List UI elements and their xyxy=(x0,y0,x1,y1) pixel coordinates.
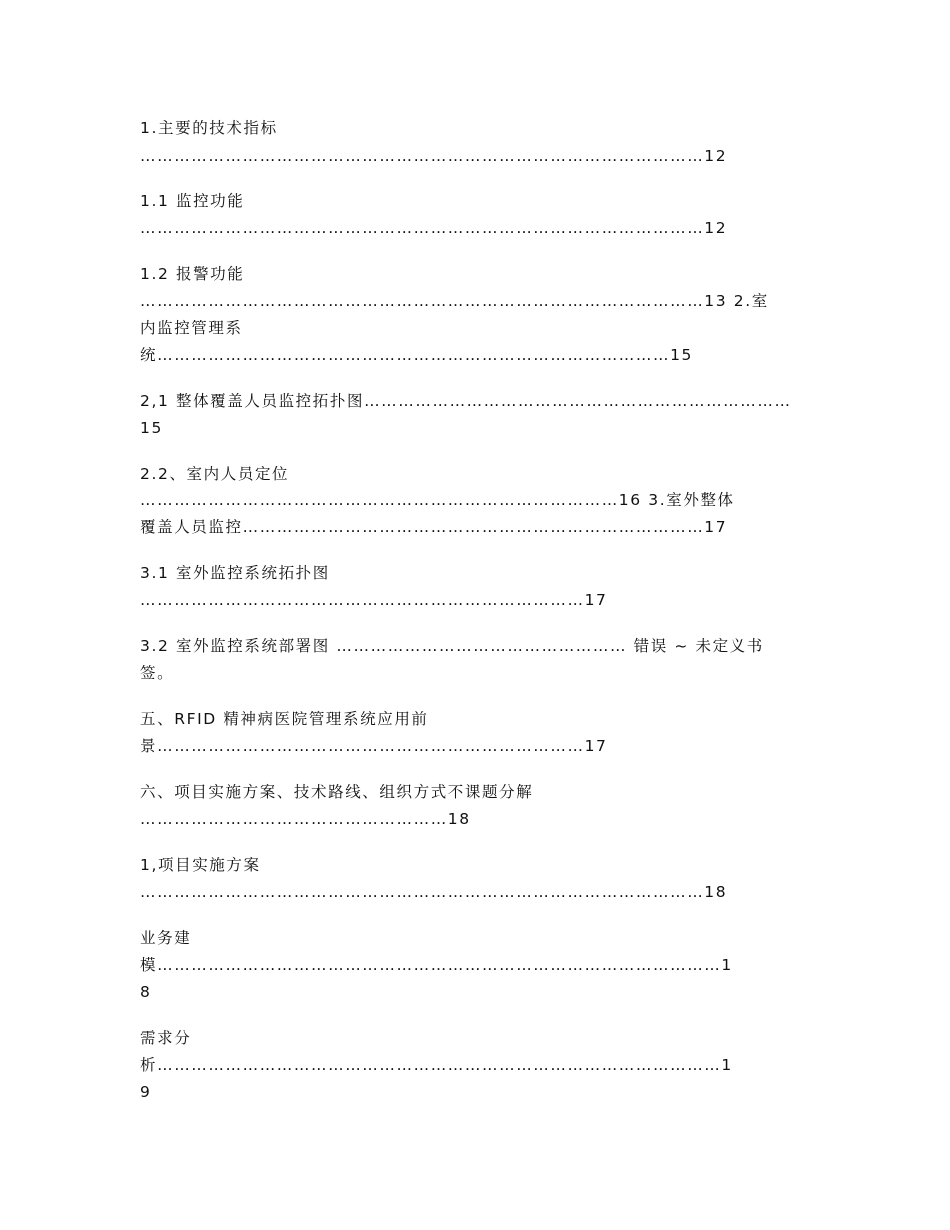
toc-line: ………………………………………………………………………………………12 xyxy=(140,219,728,237)
toc-line: 需求分 xyxy=(140,1029,192,1047)
toc-line: 2,1 整体覆盖人员监控拓扑图………………………………………………………………… xyxy=(140,392,792,410)
toc-line: 9 xyxy=(140,1083,152,1101)
toc-line: 3.2 室外监控系统部署图 …………………………………………… 错误 ~ 未定义书 xyxy=(140,637,764,655)
toc-line: 2.2、室内人员定位 xyxy=(140,465,290,483)
toc-line: 1.1 监控功能 xyxy=(140,192,245,210)
toc-line: 统………………………………………………………………………………15 xyxy=(140,346,694,364)
toc-line: 15 xyxy=(140,419,163,437)
toc-line: ………………………………………………………………………………………13 2.室 xyxy=(140,292,769,310)
toc-line: 1,项目实施方案 xyxy=(140,856,261,874)
toc-line: 签。 xyxy=(140,664,175,682)
toc-line: ………………………………………………………………………………………18 xyxy=(140,883,728,901)
toc-line: 六、项目实施方案、技术路线、组织方式不课题分解 xyxy=(140,783,534,801)
toc-line: …………………………………………………………………………16 3.室外整体 xyxy=(140,491,735,509)
toc-line: 模………………………………………………………………………………………1 xyxy=(140,956,733,974)
toc-line: 析………………………………………………………………………………………1 xyxy=(140,1056,733,1074)
toc-line: ………………………………………………………………………………………12 xyxy=(140,147,728,165)
toc-line: 景…………………………………………………………………17 xyxy=(140,737,608,755)
toc-line: 内监控管理系 xyxy=(140,319,243,337)
toc-line: 1.主要的技术指标 xyxy=(140,119,278,137)
toc-line: 8 xyxy=(140,983,152,1001)
toc-line: 3.1 室外监控系统拓扑图 xyxy=(140,564,330,582)
toc-line: 1.2 报警功能 xyxy=(140,265,245,283)
toc-line: ………………………………………………18 xyxy=(140,810,471,828)
toc-line: 业务建 xyxy=(140,929,192,947)
toc-line: 五、RFID 精神病医院管理系统应用前 xyxy=(140,710,429,728)
toc-line: ……………………………………………………………………17 xyxy=(140,591,608,609)
toc-line: 覆盖人员监控………………………………………………………………………17 xyxy=(140,518,728,536)
